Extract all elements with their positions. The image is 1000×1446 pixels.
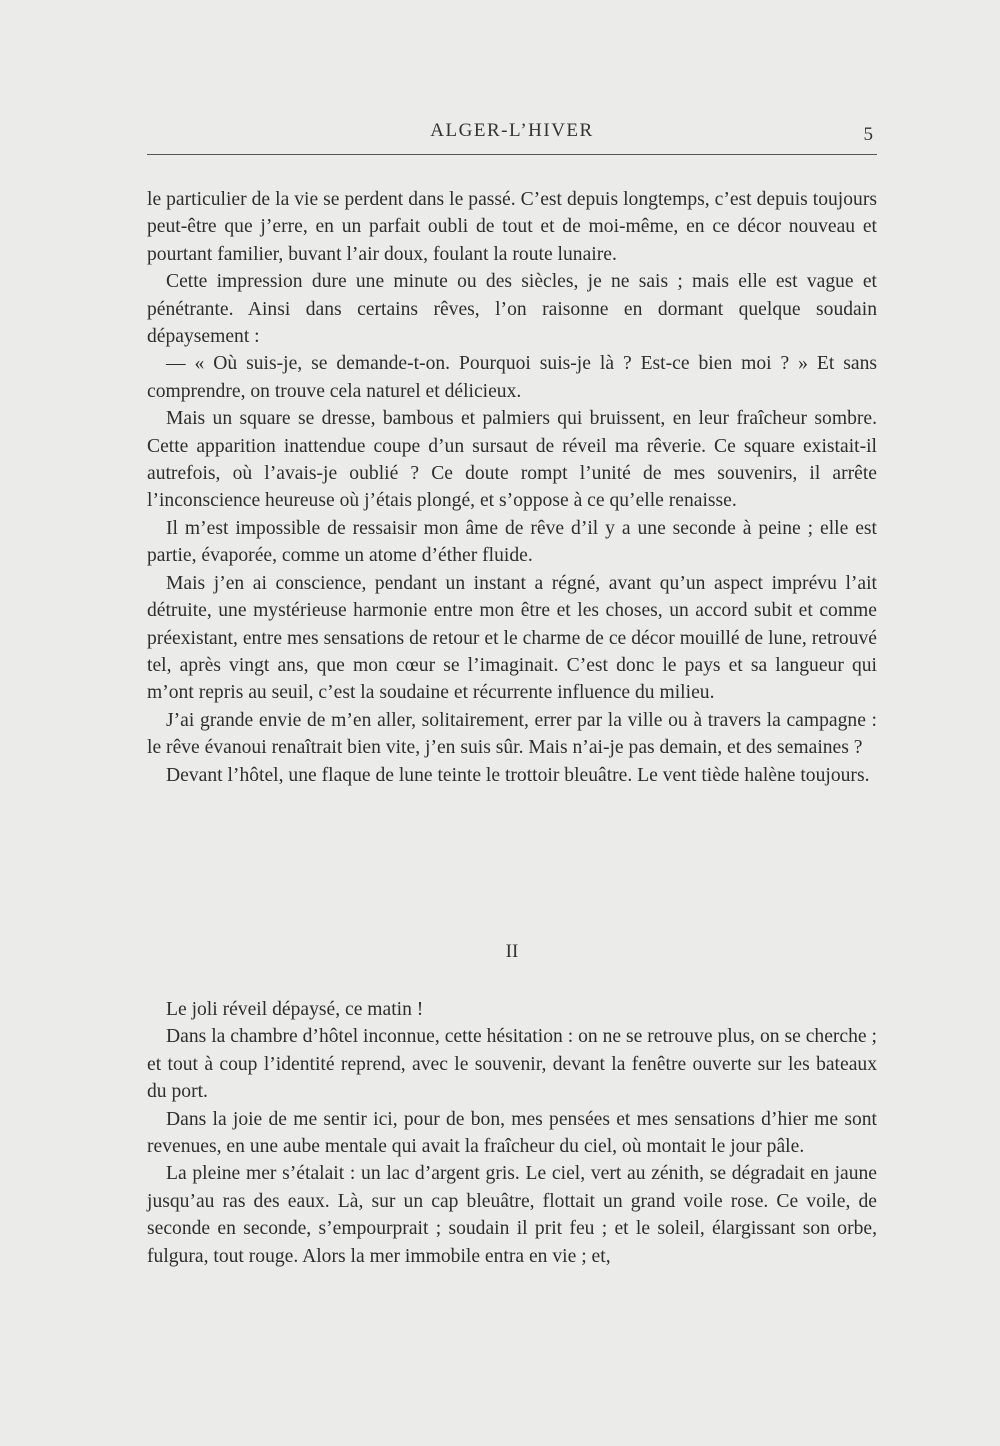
paragraph: J’ai grande envie de m’en aller, solitairement, errer par la ville ou à travers la campagne : le rêve évanoui renaîtrait bien vite, j’en suis sûr. Mais n’ai-je pas demain, et des semaines ? xyxy=(147,709,877,759)
section-2-text xyxy=(147,996,877,1270)
header-rule xyxy=(147,154,877,155)
paragraph: Cette impression dure une minute ou des siècles, je ne sais ; mais elle est vague et pénétrante. Ainsi dans certains rêves, l’on raisonne en dormant quelque soudain dépaysement : xyxy=(147,271,877,348)
paragraph: le particulier de la vie se perdent dans le passé. C’est depuis longtemps, c’est depuis toujours peut-être que j’erre, en un parfait oubli de tout et de moi-même, en ce décor nouveau et pourtant familier, buvant l’air doux, foulant la route lunaire. xyxy=(147,189,877,265)
paragraph: La pleine mer s’étalait : un lac d’argent gris. Le ciel, vert au zénith, se dégradait en jaune jusqu’au ras des eaux. Là, sur un cap bleuâtre, flottait un grand voile rose. Ce voile, de seconde en seconde, s’empourprait ; soudain il prit feu ; et le soleil, élargissant son orbe, fulgura, tout rouge. Alors la mer immobile entra en vie ; et, xyxy=(147,1163,877,1267)
paragraph: Dans la joie de me sentir ici, pour de bon, mes pensées et mes sensations d’hier me sont revenues, en une aube mentale qui avait la fraîcheur du ciel, où montait le jour pâle. xyxy=(147,1108,877,1158)
paragraph: — « Où suis-je, se demande-t-on. Pourquoi suis-je là ? Est-ce bien moi ? » Et sans comprendre, on trouve cela naturel et délicieux. xyxy=(147,353,877,402)
paragraph: Il m’est impossible de ressaisir mon âme de rêve d’il y a une seconde à peine ; elle est partie, évaporée, comme un atome d’éther fluide. xyxy=(147,517,877,567)
running-title: ALGER-L’HIVER xyxy=(430,120,594,141)
section-1-text xyxy=(147,186,877,789)
page-number: 5 xyxy=(863,124,873,145)
paragraph: Mais j’en ai conscience, pendant un instant a régné, avant qu’un aspect imprévu l’ait détruite, une mystérieuse harmonie entre mon être et les choses, un accord subit et comme préexistant, entre mes sensations de retour et le charme de ce décor mouillé de lune, retrouvé tel, après vingt ans, que mon cœur se l’imaginait. C’est donc le pays et sa langueur qui m’ont repris au seuil, c’est la soudaine et récurrente influence du milieu. xyxy=(147,572,877,704)
running-head xyxy=(147,118,877,158)
paragraph: Mais un square se dresse, bambous et palmiers qui bruissent, en leur fraîcheur sombre. Cette apparition inattendue coupe d’un sursaut de réveil ma rêverie. Ce square existait-il autrefois, où l’avais-je oublié ? Ce doute rompt l’unité de mes souvenirs, il arrête l’inconscience heureuse où j’étais plongé, et s’oppose à ce qu’elle renaisse. xyxy=(147,408,877,512)
paragraph: Dans la chambre d’hôtel inconnue, cette hésitation : on ne se retrouve plus, on se cherche ; et tout à coup l’identité reprend, avec le souvenir, devant la fenêtre ouverte sur les bateaux du port. xyxy=(147,1026,877,1103)
section-number: II xyxy=(505,941,519,962)
paragraph: Le joli réveil dépaysé, ce matin ! xyxy=(166,999,424,1020)
paragraph: Devant l’hôtel, une flaque de lune teinte le trottoir bleuâtre. Le vent tiède halène toujours. xyxy=(166,764,870,786)
